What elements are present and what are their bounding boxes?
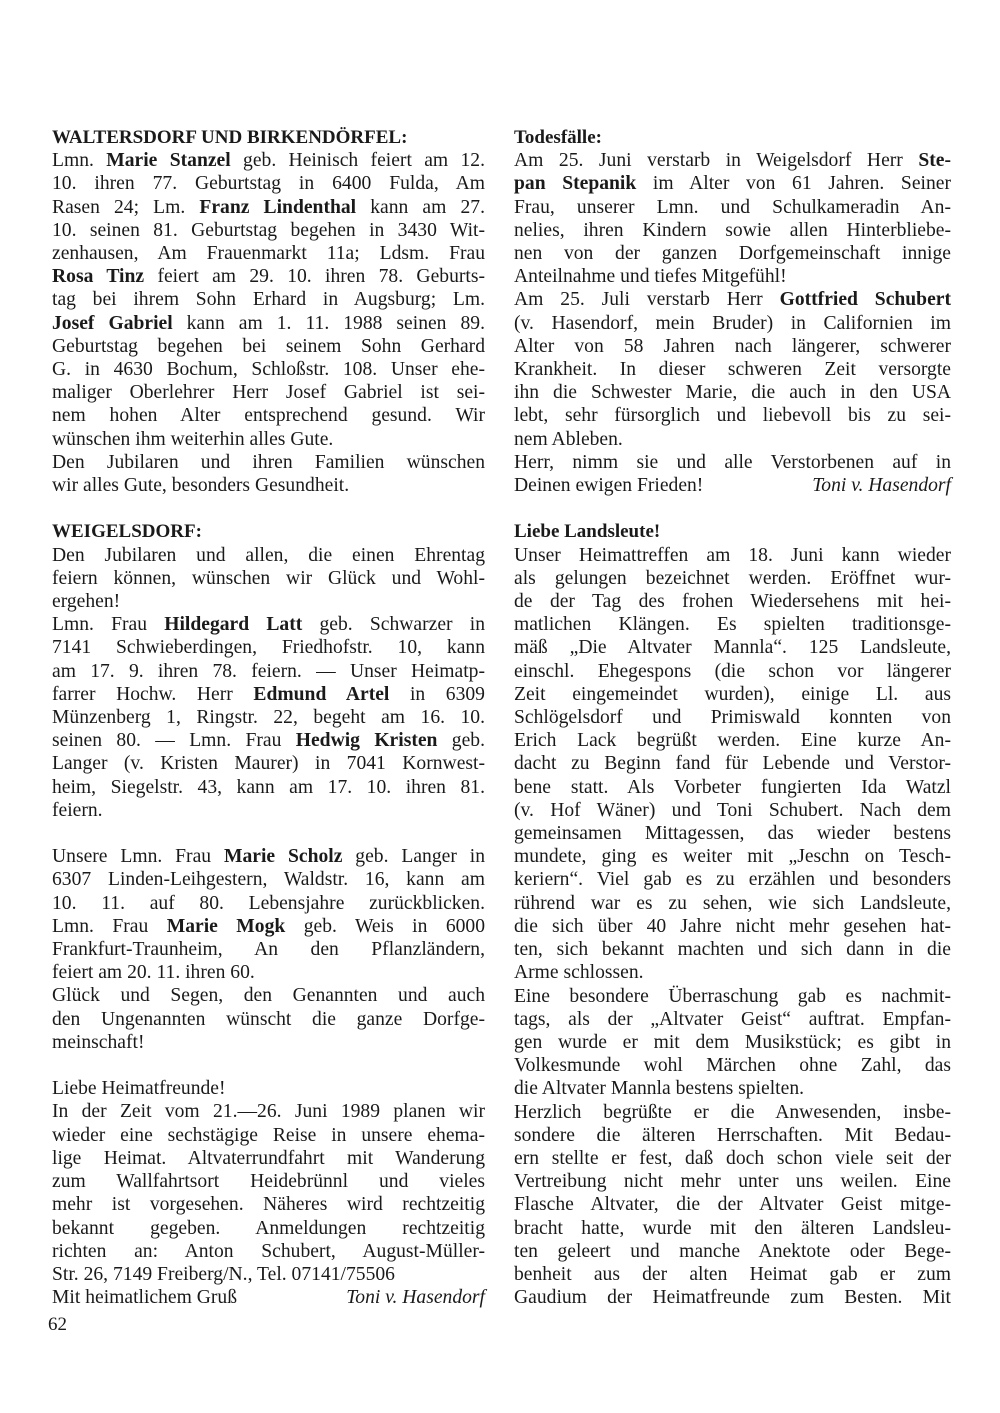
text-line: lebt, sehr fürsorglich und liebevoll bis zu sei-: [514, 405, 951, 427]
page-number: 62: [48, 1314, 67, 1335]
signature: Toni v. Hasendorf: [346, 1287, 485, 1309]
person-name: Franz Lindenthal: [199, 196, 357, 218]
person-name: Marie Mogk: [166, 915, 286, 937]
text-line: rührend war es zu sehen, wie sich Landsleute,: [514, 892, 951, 914]
text-line: zum Wallfahrtsort Heidebrünnl und vieles: [52, 1171, 485, 1193]
text-line: benheit aus der alten Heimat gab er zum: [514, 1263, 951, 1285]
text-line: Str. 26, 7149 Freiberg/N., Tel. 07141/75506: [52, 1263, 395, 1285]
article-liebe-landsleute: [514, 520, 951, 1309]
text-line: Schlögelsdorf und Primiswald konnten von: [514, 707, 951, 729]
text-line: gen wurde er mit dem Musikstück; es gibt in: [514, 1031, 951, 1053]
closing-line: [514, 474, 951, 497]
person-name: Edmund Artel: [253, 683, 390, 705]
text-line: ten, sich bekannt machten und sich dann in die: [514, 939, 951, 961]
text-line: seinen 80. — Lmn. Frau Hedwig Kristen geb.: [52, 730, 485, 752]
text-line: Volkesmunde wohl Märchen ohne Zahl, das: [514, 1055, 951, 1077]
text-line: maliger Oberlehrer Herr Josef Gabriel ist sei-: [52, 382, 485, 404]
person-name: Gottfried Schubert: [779, 289, 952, 311]
text-line: Geburtstag begehen bei seinem Sohn Gerhard: [52, 335, 485, 357]
text-line: zenhausen, Am Frauenmarkt 11a; Ldsm. Frau: [52, 243, 485, 265]
text-line: bene statt. Als Vorbeter fungierten Ida Watzl: [514, 776, 951, 798]
text-line: ihn die Schwester Marie, die auch in den USA: [514, 382, 951, 404]
text-line: am 17. 9. ihren 78. feiern. — Unser Heimatp-: [52, 660, 485, 682]
text-line: Rosa Tinz feiert am 29. 10. ihren 78. Geburts-: [52, 266, 485, 288]
text-line: tags, als der „Altvater Geist“ auftrat. Empfan-: [514, 1008, 951, 1030]
text-line: mäß „Die Altvater Mannla“. 125 Landsleute,: [514, 637, 951, 659]
person-name: pan Stepanik: [514, 173, 637, 195]
text-line: Münzenberg 1, Ringstr. 22, begeht am 16. 10.: [52, 707, 485, 729]
text-line: G. in 4630 Bochum, Schloßstr. 108. Unser ehe-: [52, 359, 485, 381]
text-line: ern stellte er fest, daß doch schon viele seit der: [514, 1147, 951, 1169]
text-line: Anteilnahme und tiefes Mitgefühl!: [514, 266, 787, 288]
text-line: ergehen!: [52, 591, 121, 613]
text-line: Den Jubilaren und allen, die einen Ehrentag: [52, 544, 485, 566]
text-line: gemeinsamen Mittagessen, das wieder bestens: [514, 823, 951, 845]
text-line: mehr ist vorgesehen. Näheres wird rechtzeitig: [52, 1194, 485, 1216]
text-line: Josef Gabriel kann am 1. 11. 1988 seinen 89.: [52, 312, 485, 334]
text-line: meinschaft!: [52, 1031, 145, 1053]
article-waltersdorf: [52, 126, 485, 497]
text-line: Am 25. Juli verstarb Herr Gottfried Schubert: [514, 289, 952, 311]
text-line: pan Stepanik im Alter von 61 Jahren. Seiner: [514, 173, 951, 195]
greeting: Liebe Heimatfreunde!: [52, 1078, 226, 1100]
text-line: Am 25. Juni verstarb in Weigelsdorf Herr Ste-: [514, 150, 951, 172]
section-heading-landsleute: Liebe Landsleute!: [514, 521, 661, 543]
article-todesfaelle: [514, 126, 951, 497]
text-line: Glück und Segen, den Genannten und auch: [52, 985, 485, 1007]
text-line: Gaudium der Heimatfreunde zum Besten. Mit: [514, 1287, 951, 1309]
text-line: nem hohen Alter entsprechend gesund. Wir: [52, 405, 485, 427]
text-line: Flasche Altvater, die der Altvater Geist mitge-: [514, 1194, 951, 1216]
person-name: Marie Scholz: [223, 846, 343, 868]
text-line: feiert am 20. 11. ihren 60.: [52, 962, 255, 984]
text-line: Herzlich begrüßte er die Anwesenden, insbe-: [514, 1101, 951, 1123]
text-line: Krankheit. In dieser schweren Zeit versorgte: [514, 359, 951, 381]
closing-text: Deinen ewigen Frieden!: [514, 475, 704, 497]
text-line: Frau, unserer Lmn. und Schulkameradin An-: [514, 196, 951, 218]
spacer: [52, 497, 485, 520]
text-line: (v. Hof Wäner) und Toni Schubert. Nach dem: [514, 799, 951, 821]
text-line: Lmn. Frau Marie Mogk geb. Weis in 6000: [52, 915, 486, 937]
article-reise: [52, 1077, 485, 1309]
text-line: matlichen Klängen. Es spielten traditionsge-: [514, 614, 951, 636]
text-line: ten geleert und manche Anektote oder Bege-: [514, 1240, 951, 1262]
text-line: de der Tag des frohen Wiedersehens mit hei-: [514, 591, 951, 613]
text-line: nelies, ihren Kindern sowie allen Hinterbliebe-: [514, 219, 951, 241]
text-line: Alter von 58 Jahren nach längerer, schwerer: [514, 335, 951, 357]
text-line: sondere die älteren Herrschaften. Mit Bedau-: [514, 1124, 951, 1146]
text-line: die Altvater Mannla bestens spielten.: [514, 1078, 805, 1100]
section-heading-todesfaelle: Todesfälle:: [514, 127, 602, 148]
text-line: Zeit eingemeindet wurden), einige Ll. aus: [514, 683, 951, 705]
text-line: mundete, ging es weiter mit „Jeschn on Tesch-: [514, 846, 951, 868]
text-line: feiern können, wünschen wir Glück und Wohl-: [52, 567, 485, 589]
section-heading-waltersdorf: WALTERSDORF UND BIRKENDÖRFEL:: [52, 127, 408, 148]
text-line: nem Ableben.: [514, 428, 623, 450]
closing-line: [52, 1286, 485, 1309]
text-line: keriern“. Viel gab es zu erzählen und besonders: [514, 869, 951, 891]
text-line: dacht zu Beginn fand für Lebende und Verstor-: [514, 753, 951, 775]
text-line: Vertreibung nicht mehr unter uns weilen. Eine: [514, 1171, 951, 1193]
article-scholz-mogk: [52, 845, 485, 1054]
text-line: (v. Hasendorf, mein Bruder) in Californien im: [514, 312, 951, 334]
closing-text: Mit heimatlichem Gruß: [52, 1287, 238, 1309]
text-line: In der Zeit vom 21.—26. Juni 1989 planen wir: [52, 1101, 485, 1123]
text-line: nen von der ganzen Dorfgemeinschaft innige: [514, 243, 951, 265]
person-name: Josef Gabriel: [52, 312, 173, 334]
text-line: farrer Hochw. Herr Edmund Artel in 6309: [52, 683, 485, 705]
text-line: Lmn. Marie Stanzel geb. Heinisch feiert am 12.: [52, 150, 485, 172]
person-name: Hildegard Latt: [164, 614, 303, 636]
text-line: Unsere Lmn. Frau Marie Scholz geb. Langer in: [52, 846, 485, 868]
spacer: [52, 1054, 485, 1077]
text-line: bracht hatte, wurde mit den älteren Landsleu-: [514, 1217, 951, 1239]
text-line: 10. 11. auf 80. Lebensjahre zurückblicken.: [52, 892, 485, 914]
text-line: als gelungen bezeichnet werden. Eröffnet wur-: [514, 567, 951, 589]
person-name: Hedwig Kristen: [295, 730, 438, 752]
spacer: [514, 497, 951, 520]
spacer: [52, 822, 485, 845]
person-name: Ste-: [918, 150, 951, 172]
text-line: richten an: Anton Schubert, August-Müller-: [52, 1240, 485, 1262]
text-line: einschl. Ehegespons (die schon vor längerer: [514, 660, 951, 682]
text-line: Unser Heimattreffen am 18. Juni kann wieder: [514, 544, 951, 566]
left-column: [52, 126, 485, 1309]
text-line: den Ungenannten wünscht die ganze Dorfge-: [52, 1008, 485, 1030]
text-line: Langer (v. Kristen Maurer) in 7041 Kornwest-: [52, 753, 485, 775]
text-line: Frankfurt-Traunheim, An den Pflanzländern,: [52, 939, 485, 961]
text-line: Lmn. Frau Hildegard Latt geb. Schwarzer in: [52, 614, 485, 636]
article-weigelsdorf: [52, 520, 485, 822]
right-column: [514, 126, 951, 1309]
section-heading-weigelsdorf: WEIGELSDORF:: [52, 521, 202, 543]
text-line: die sich über 40 Jahre nicht mehr gesehen hat-: [514, 915, 951, 937]
text-line: tag bei ihrem Sohn Erhard in Augsburg; Lm.: [52, 289, 485, 311]
text-line: 6307 Linden-Leihgestern, Waldstr. 16, kann am: [52, 869, 485, 891]
text-line: Den Jubilaren und ihren Familien wünschen: [52, 451, 485, 473]
text-line: Eine besondere Überraschung gab es nachmit-: [514, 985, 951, 1007]
text-line: lige Heimat. Altvaterrundfahrt mit Wanderung: [52, 1147, 485, 1169]
text-line: heim, Siegelstr. 43, kann am 17. 10. ihren 81.: [52, 776, 485, 798]
signature: Toni v. Hasendorf: [812, 475, 951, 497]
text-line: Arme schlossen.: [514, 962, 644, 984]
text-line: bekannt gegeben. Anmeldungen rechtzeitig: [52, 1217, 485, 1239]
text-line: wieder eine sechstägige Reise in unsere ehema-: [52, 1124, 485, 1146]
text-line: 10. ihren 77. Geburtstag in 6400 Fulda, Am: [52, 173, 485, 195]
text-line: Erich Lack begrüßt werden. Eine kurze An-: [514, 730, 951, 752]
text-line: Herr, nimm sie und alle Verstorbenen auf in: [514, 451, 951, 473]
text-line: wir alles Gute, besonders Gesundheit.: [52, 475, 350, 497]
text-line: Rasen 24; Lm. Franz Lindenthal kann am 27.: [52, 196, 485, 218]
text-line: wünschen ihm weiterhin alles Gute.: [52, 428, 334, 450]
text-line: 7141 Schwieberdingen, Friedhofstr. 10, kann: [52, 637, 485, 659]
text-line: feiern.: [52, 799, 103, 821]
person-name: Marie Stanzel: [106, 150, 231, 172]
text-line: 10. seinen 81. Geburtstag begehen in 3430 Wit-: [52, 219, 485, 241]
person-name: Rosa Tinz: [52, 266, 145, 288]
